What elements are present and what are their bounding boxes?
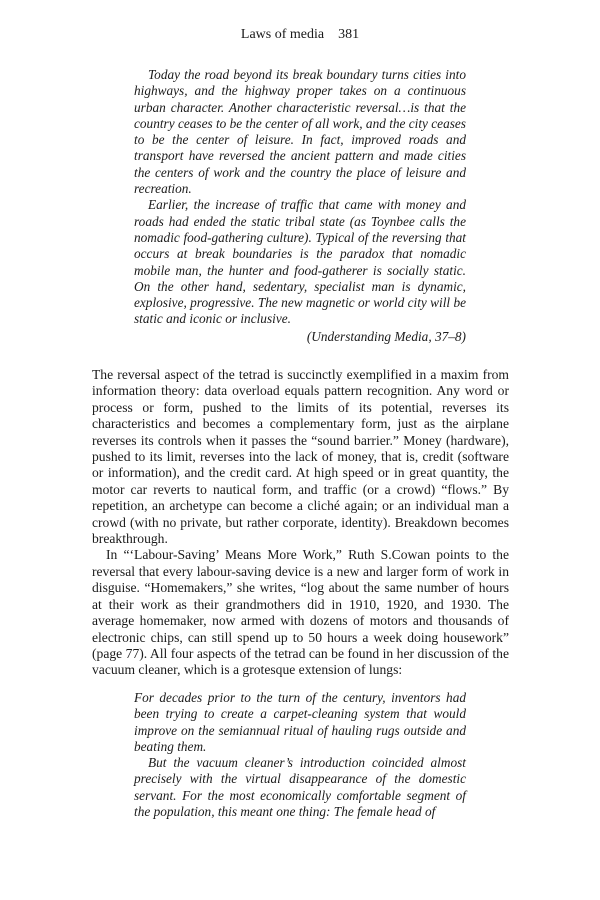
block-quote-vacuum-cleaner [134,690,466,820]
body-text [92,367,509,679]
running-header [0,27,600,43]
body-paragraph: The reversal aspect of the tetrad is succinctly exemplified in a maxim from information theory: data overload equals pattern recognition. Any word or process or form, pushed to the limits of its potential, reverses its characteristics and becomes a complementary form, just as the airplane reverses its controls when it passes the “sound barrier.” Money (hardware), pushed to its limit, reverses into the lack of money, that is, credit (software or information), and the credit card. At high speed or in great quantity, the motor car reverts to nautical form, and traffic (or a crowd) “flows.” By repetition, an archetype can become a cliché again; or an individual man a crowd (with no private, but rather corporate, identity). Breakdown becomes breakthrough. [92,367,509,547]
quote-paragraph: Earlier, the increase of traffic that came with money and roads had ended the static tribal state (as Toynbee calls the nomadic food-gathering culture). Typical of the reversing that occurs at break boundaries is the paradox that nomadic mobile man, the hunter and food-gatherer is socially static. On the other hand, sedentary, specialist man is dynamic, explosive, progressive. The new magnetic or world city will be static and iconic or inclusive. [134,197,466,327]
page-number: 381 [338,27,360,42]
block-quote-understanding-media [134,67,466,345]
quote-paragraph: For decades prior to the turn of the century, inventors had been trying to create a carpet-cleaning system that would improve on the semiannual ritual of hauling rugs outside and beating them. [134,690,466,754]
body-paragraph: In “‘Labour-Saving’ Means More Work,” Ruth S.Cowan points to the reversal that every labour-saving device is a new and larger form of work in disguise. “Homemakers,” she writes, “log about the same number of hours at their work as their grandmothers did in 1910, 1920, and 1930. The average homemaker, now armed with dozens of motors and thousands of electronic chips, can still spend up to 50 hours a week doing housework” (page 77). All four aspects of the tetrad can be found in her discussion of the vacuum cleaner, which is a grotesque extension of lungs: [92,547,509,678]
quote-paragraph: Today the road beyond its break boundary turns cities into highways, and the highway proper takes on a continuous urban character. Another characteristic reversal…is that the country ceases to be the center of all work, and the city ceases to be the center of leisure. In fact, improved roads and transport have reversed the ancient pattern and made cities the centers of work and the country the place of leisure and recreation. [134,67,466,197]
running-title: Laws of media [240,27,325,42]
quote-paragraph: But the vacuum cleaner’s introduction coincided almost precisely with the virtual disappearance of the domestic servant. For the most economically comfortable segment of the population, this meant one thing: The female head of [134,755,466,820]
quote-citation: (Understanding Media, 37–8) [306,328,466,344]
